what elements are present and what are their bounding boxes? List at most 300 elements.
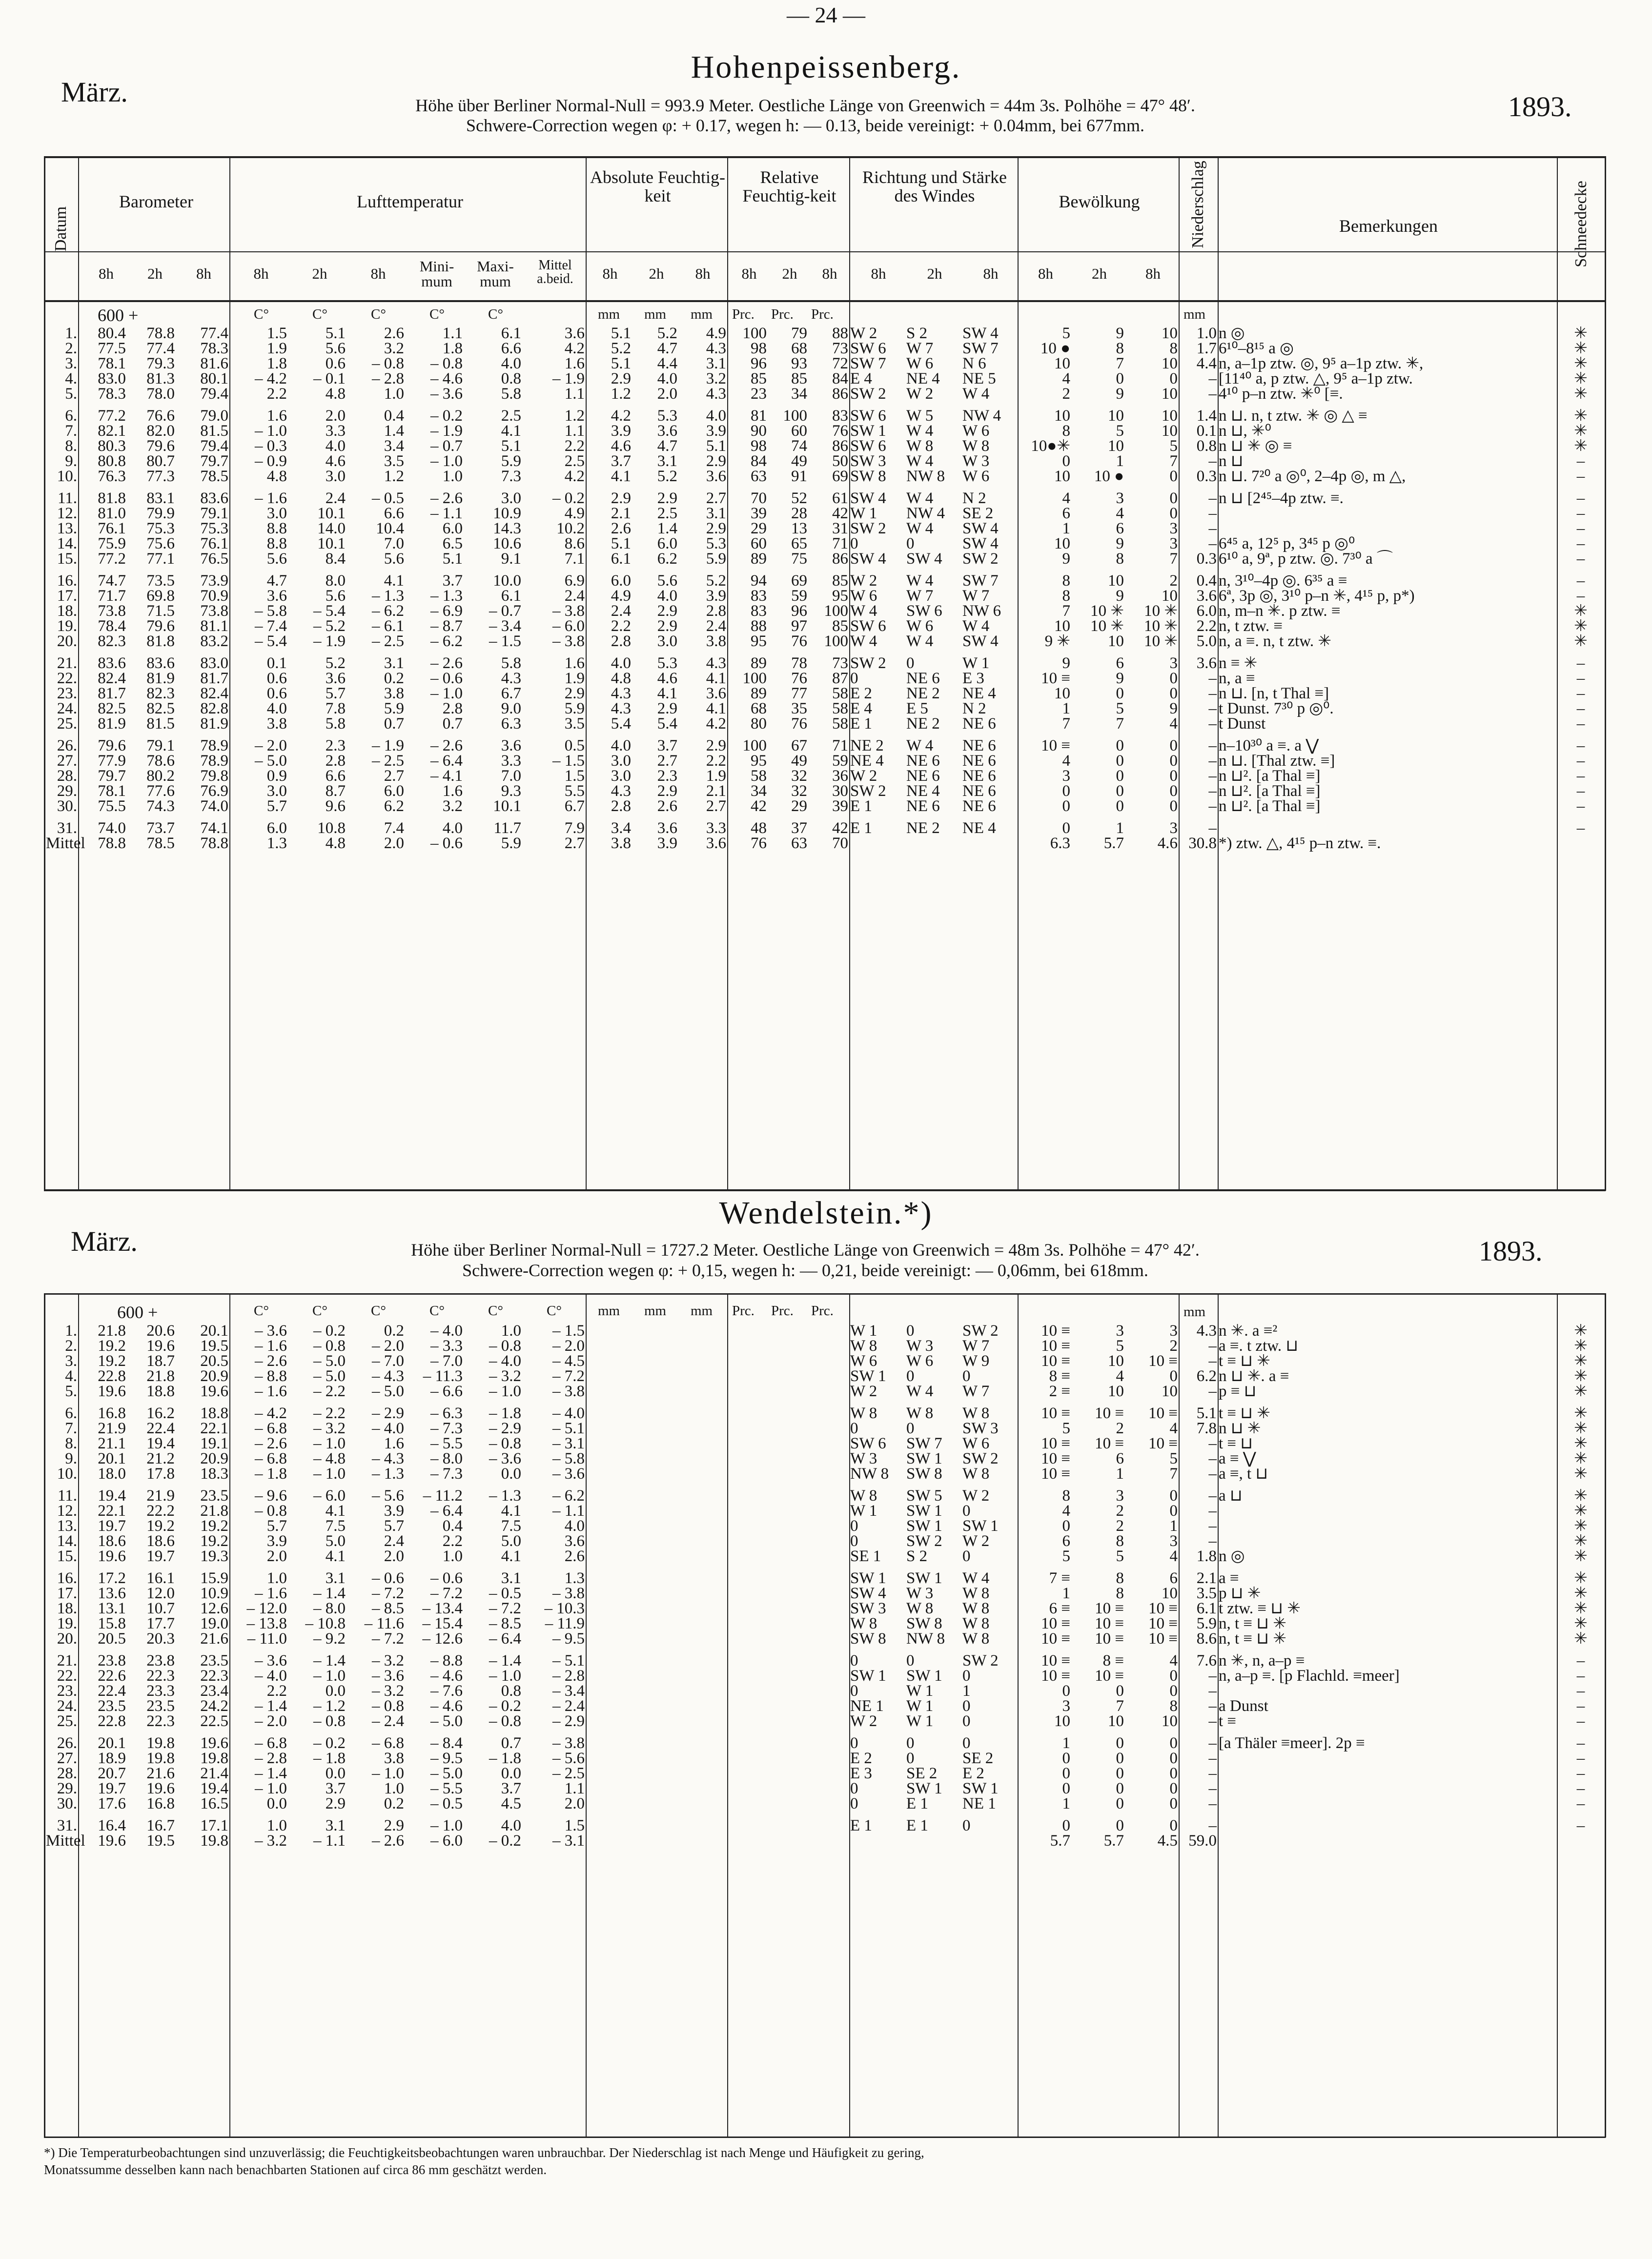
table-cell: 76.1 [98, 520, 126, 537]
table-cell: – [1208, 385, 1217, 403]
table-cell [808, 1384, 849, 1399]
table-cell [632, 1616, 678, 1631]
table-cell: – [1208, 1697, 1217, 1715]
table-cell: 78.3 [98, 385, 126, 403]
table-cell: ✳ [1574, 1630, 1588, 1648]
table-cell: – 2.6 [255, 1435, 287, 1452]
table-cell [768, 1714, 808, 1729]
table-cell: – 0.6 [430, 670, 463, 687]
table-cell: 0 [962, 1817, 971, 1834]
table-cell: 8 ≡ [1102, 1652, 1124, 1669]
table-cell: 6.6 [384, 505, 404, 522]
table-cell: 39 [751, 505, 767, 522]
table-cell: 2.9 [325, 1795, 346, 1812]
table-cell: n, 3¹⁰–4p ◎. 6³⁵ a ≡ [1219, 572, 1347, 590]
table-cell: 83.0 [200, 654, 228, 672]
table-cell: 1.0 [266, 1569, 287, 1587]
table-cell: 3.0 [657, 632, 677, 650]
table-row [45, 1714, 1605, 1729]
table-cell: 3.6 [657, 422, 677, 440]
table-cell [678, 1616, 727, 1631]
table-cell: 77.9 [98, 752, 126, 770]
table-cell: 0.6 [266, 685, 287, 702]
table-cell: 5.2 [657, 468, 677, 485]
header-bottom-rule [44, 300, 1606, 302]
table-cell: 73.8 [98, 602, 126, 620]
table-cell: 4.3 [706, 654, 726, 672]
table-row [45, 769, 1605, 784]
table-cell: 10 [1108, 407, 1124, 425]
table-cell: 21.8 [200, 1502, 228, 1520]
table-cell: 19.5 [200, 1337, 228, 1355]
table-cell: n ◎ [1219, 325, 1245, 342]
table-cell: 3.4 [384, 437, 404, 455]
table-cell: NE 6 [906, 670, 940, 687]
table-cell: 26. [57, 1734, 77, 1752]
table-cell: S 2 [906, 325, 928, 342]
table-cell: 0 [1062, 797, 1070, 815]
table-cell: 15.9 [200, 1569, 228, 1587]
table-cell: 2.3 [325, 737, 346, 754]
table-cell: – [1208, 700, 1217, 717]
table-cell: 96 [791, 602, 807, 620]
table-cell [808, 1631, 849, 1647]
table-cell: 1 [1062, 700, 1070, 717]
table-cell: W 8 [962, 1630, 990, 1648]
table-cell: 14. [57, 1532, 77, 1550]
table-cell [1218, 814, 1557, 836]
table-cell: SW 2 [962, 550, 999, 568]
table-cell [678, 1766, 727, 1781]
table-cell: 48 [751, 819, 767, 837]
table-cell: SW 1 [906, 1667, 942, 1685]
table-cell [961, 1833, 1018, 1849]
table-cell: 0 [1062, 782, 1070, 800]
table-cell: 78.5 [200, 468, 228, 485]
table-cell: 23.8 [98, 1652, 126, 1669]
table-cell: 3.7 [501, 1780, 521, 1797]
table-cell: – 1.5 [552, 752, 585, 770]
table-cell: W 2 [962, 1487, 990, 1505]
table-cell: – 0.5 [372, 489, 404, 507]
table-cell [678, 1564, 727, 1586]
table-cell: – [1576, 752, 1585, 770]
table-cell: 29 [791, 797, 807, 815]
table-cell: W 7 [906, 340, 934, 357]
unit-mm-niederschlag: mm [1183, 306, 1206, 322]
table-cell: – 1.8 [489, 1404, 521, 1422]
sub-temp-mittel: Mittel a.beid. [537, 258, 573, 286]
table-cell: NE 4 [850, 752, 884, 770]
table-cell: 0 [1116, 1765, 1124, 1782]
table-cell [768, 1631, 808, 1647]
table-cell: 3.0 [501, 489, 521, 507]
table-cell: 82.1 [98, 422, 126, 440]
table-cell: 21.8 [146, 1367, 175, 1385]
table-cell: SW 1 [906, 1569, 942, 1587]
table-cell: 74.0 [98, 819, 126, 837]
table-cell: 2.8 [611, 797, 631, 815]
table-cell: 0.0 [501, 1765, 521, 1782]
table-cell: 0.4 [1196, 572, 1217, 590]
table-cell: 8.8 [266, 520, 287, 537]
table-cell: – 12.0 [246, 1600, 287, 1617]
table-cell [808, 1751, 849, 1766]
table-cell: 1.6 [564, 355, 585, 372]
table-cell: 81.9 [146, 670, 175, 687]
table-row [45, 1647, 1605, 1669]
table-cell: 20. [57, 632, 77, 650]
unit-mm: mm [644, 306, 667, 322]
table-cell: SW 1 [906, 1517, 942, 1535]
table-cell: 3.6 [266, 587, 287, 605]
table-cell: 2.2 [564, 437, 585, 455]
table-cell: SW 1 [906, 1780, 942, 1797]
table-cell: – [1576, 1682, 1585, 1700]
table-cell: SW 3 [850, 452, 886, 470]
table-cell: – 8.4 [430, 1734, 463, 1752]
table-cell: SW 1 [850, 422, 886, 440]
table-row [45, 649, 1605, 671]
table-cell: – 2.0 [372, 1337, 404, 1355]
table-cell: 5.1 [611, 535, 631, 552]
header-top-rule [44, 156, 1606, 158]
table-cell: 9. [65, 452, 77, 470]
table-cell: 22.1 [200, 1420, 228, 1437]
table-cell: – [1576, 1817, 1585, 1834]
table-cell: – 2.8 [372, 370, 404, 387]
table-cell: – 5.4 [255, 632, 287, 650]
unit-baro: 600 + [98, 305, 139, 325]
table-cell: 10 ≡ [1041, 1652, 1070, 1669]
table-cell: 7 [1062, 602, 1070, 620]
table-cell: 10 ≡ [1041, 1667, 1070, 1685]
table-cell: 13.1 [98, 1600, 126, 1617]
table-cell: 18. [57, 1600, 77, 1617]
table-cell: 6. [65, 1404, 77, 1422]
table-cell: – [1208, 1502, 1217, 1520]
table-cell: – 2.8 [552, 1667, 585, 1685]
table-cell: 0.5 [564, 737, 585, 754]
table-cell: – 0.8 [313, 1337, 346, 1355]
table-cell: 7. [65, 422, 77, 440]
sub-abs-8h-evening: 8h [695, 265, 711, 282]
table-cell: W 4 [906, 422, 934, 440]
table-cell: 4.3 [611, 685, 631, 702]
table-cell: 3.4 [611, 819, 631, 837]
table-row [45, 326, 1605, 341]
table-cell: – 5.2 [313, 617, 346, 635]
table-cell: 100 [742, 737, 767, 754]
table-cell [961, 836, 1018, 851]
table-cell: 79.7 [98, 767, 126, 785]
table-cell: 7.5 [325, 1517, 346, 1535]
header-relative-feuchtigkeit: Relative Feuchtig-keit [742, 167, 836, 205]
table-cell: 1 [1116, 819, 1124, 837]
table-cell: 0 [962, 1697, 971, 1715]
table-cell: 0 [962, 1367, 971, 1385]
table-cell: 1 [1062, 1734, 1070, 1752]
table-cell [632, 1436, 678, 1451]
table-cell: 3.3 [325, 422, 346, 440]
table-cell [586, 1534, 632, 1549]
table-cell [632, 1699, 678, 1714]
table-cell: SW 4 [850, 550, 886, 568]
table-cell: – 2.2 [313, 1404, 346, 1422]
table-cell: 2 [1169, 572, 1178, 590]
table-cell: 8. [65, 437, 77, 455]
table-cell [1218, 1811, 1557, 1833]
table-cell: 5.3 [657, 407, 677, 425]
table-cell: 20.1 [98, 1734, 126, 1752]
table-cell: 1.8 [266, 355, 287, 372]
table-cell: E 3 [962, 670, 984, 687]
table-cell: ✳ [1574, 355, 1588, 372]
table-cell: 10 [1054, 535, 1070, 552]
table-cell: SW 8 [906, 1615, 942, 1632]
table-cell [768, 1436, 808, 1451]
table-cell: 5.9 [564, 700, 585, 717]
table-cell: – [1576, 685, 1585, 702]
table-cell [586, 1564, 632, 1586]
table-cell: SW 6 [906, 602, 942, 620]
table-cell: 58 [751, 767, 767, 785]
table-cell: 5.1 [611, 355, 631, 372]
table-cell: 10 ≡ [1148, 1615, 1178, 1632]
table-cell: – 1.1 [552, 1502, 585, 1520]
table-cell: 32 [791, 767, 807, 785]
table-cell: 4.4 [1196, 355, 1217, 372]
table-cell: – 3.6 [430, 385, 463, 403]
table-cell: n, a ≡ [1219, 670, 1255, 687]
table-cell: 10 [1162, 325, 1178, 342]
table-cell: W 1 [906, 1697, 934, 1715]
table-cell: – 2.6 [372, 1832, 404, 1850]
table-cell: SW 7 [850, 355, 886, 372]
table-cell: 58 [832, 715, 848, 733]
table-cell: W 3 [962, 452, 990, 470]
unit-mm: mm [598, 1303, 620, 1319]
table-cell: 9 [1062, 550, 1070, 568]
table-cell: 86 [832, 437, 848, 455]
table-cell: 10. [57, 1465, 77, 1483]
table-cell: 0 [1062, 452, 1070, 470]
table-cell: 5.7 [266, 1517, 287, 1535]
table-cell: 23 [751, 385, 767, 403]
table-cell: 10 ≡ [1095, 1630, 1124, 1648]
table-row [45, 469, 1605, 484]
table-cell: 4.0 [706, 407, 726, 425]
unit-celsius: C° [371, 1303, 386, 1319]
table-cell: 6.2 [1196, 1367, 1217, 1385]
table-cell: – 10.8 [305, 1615, 346, 1632]
table-cell: 1.8 [442, 340, 463, 357]
table-cell: 0 [1169, 468, 1178, 485]
table-cell: 63 [791, 834, 807, 852]
table-cell [632, 1781, 678, 1796]
table-cell [768, 1766, 808, 1781]
table-cell: n ⊔². [a Thal ≡] [1219, 782, 1321, 800]
table-cell [727, 1421, 768, 1436]
table-cell: – 3.3 [430, 1337, 463, 1355]
table-cell: SW 2 [850, 654, 886, 672]
table-cell: NE 2 [850, 737, 884, 754]
table-cell: 73 [832, 654, 848, 672]
table-cell: 2.7 [564, 834, 585, 852]
table-cell: 3.6 [564, 325, 585, 342]
station-meta-line2-wendelstein: Schwere-Correction wegen φ: + 0,15, wegen h: — 0,21, beide vereinigt: — 0,06mm, bei 618mm. [462, 1261, 1148, 1280]
table-cell: 87 [832, 670, 848, 687]
table-cell: – 4.3 [372, 1367, 404, 1385]
table-cell: 10 ≡ [1041, 1404, 1070, 1422]
table-cell [768, 1833, 808, 1849]
table-cell: 78.1 [98, 782, 126, 800]
table-cell: 4.0 [657, 370, 677, 387]
table-cell: 10 ≡ [1041, 1352, 1070, 1370]
table-cell [768, 1601, 808, 1616]
sub-temp-max: Maxi-mum [477, 258, 514, 290]
table-cell: – [1208, 737, 1217, 754]
table-row [45, 506, 1605, 521]
table-cell [678, 1354, 727, 1369]
table-cell [678, 1751, 727, 1766]
table-cell: 0 [850, 1532, 858, 1550]
table-cell: 0 [1169, 1682, 1178, 1700]
table-cell: 6.3 [501, 715, 521, 733]
table-cell [632, 1833, 678, 1849]
table-cell: 3.1 [706, 355, 726, 372]
table-cell [632, 1519, 678, 1534]
table-cell: 1.2 [611, 385, 631, 403]
table-cell: 1 [1062, 520, 1070, 537]
table-cell: 77.4 [200, 325, 228, 342]
table-cell: 6.0 [1196, 602, 1217, 620]
table-cell: 2.1 [611, 505, 631, 522]
table-cell: 83.2 [200, 632, 228, 650]
table-cell: n, a ≡. n, t ztw. ✳ [1219, 632, 1332, 650]
table-cell: 3 [1169, 654, 1178, 672]
table-cell [727, 1466, 768, 1482]
unit-mm: mm [644, 1303, 667, 1319]
table-cell: 9 [1116, 385, 1124, 403]
table-cell [586, 1631, 632, 1647]
table-cell: 20.5 [200, 1352, 228, 1370]
table-cell: 1.0 [442, 468, 463, 485]
table-cell: ✳ [1574, 1337, 1588, 1355]
table-cell [808, 1616, 849, 1631]
table-cell: 83.1 [146, 489, 175, 507]
table-cell: 76 [832, 422, 848, 440]
table-cell: – 6.0 [552, 617, 585, 635]
table-row [45, 1699, 1605, 1714]
table-cell: 76.5 [200, 550, 228, 568]
table-row [45, 1684, 1605, 1699]
table-cell: – [1208, 782, 1217, 800]
table-cell: 6.1 [501, 325, 521, 342]
table-cell: E 2 [850, 1750, 872, 1767]
table-cell: 78 [791, 654, 807, 672]
table-cell: 6⁴⁵ a, 12⁵ p, 3⁴⁵ p ◎⁰ [1219, 535, 1355, 552]
table-cell: W 6 [906, 355, 934, 372]
table-cell: 0 [1169, 505, 1178, 522]
table-cell: 4.2 [611, 407, 631, 425]
table-cell [768, 1729, 808, 1751]
table-cell: 19.6 [98, 1383, 126, 1400]
table-cell [768, 1616, 808, 1631]
table-cell [768, 1647, 808, 1669]
table-cell: – 7.6 [430, 1682, 463, 1700]
table-cell [768, 1564, 808, 1586]
table-cell: 0 [850, 1734, 858, 1752]
table-cell: 10 [1162, 1383, 1178, 1400]
table-cell: 0 [1169, 370, 1178, 387]
table-cell: 5.6 [266, 550, 287, 568]
table-cell: 6 [1116, 654, 1124, 672]
table-cell: 4 [1116, 1367, 1124, 1385]
table-row [45, 521, 1605, 536]
table-cell: – 1.0 [489, 1667, 521, 1685]
table-cell [632, 1601, 678, 1616]
table-cell: W 8 [962, 1465, 990, 1483]
table-cell: 5.6 [325, 587, 346, 605]
table-cell: n ⊔². [a Thal ≡] [1219, 767, 1321, 785]
table-cell [586, 1781, 632, 1796]
table-cell: 7.5 [501, 1517, 521, 1535]
table-cell: ✳ [1574, 370, 1588, 387]
table-cell: ✳ [1574, 1465, 1588, 1483]
table-cell [808, 1436, 849, 1451]
table-cell: NE 4 [962, 819, 996, 837]
station-title-hohenpeissenberg: Hohenpeissenberg. [691, 49, 961, 85]
table-row [45, 387, 1605, 402]
table-cell: 0 [850, 1652, 858, 1669]
table-cell: 7.0 [501, 767, 521, 785]
table-cell: NE 6 [906, 797, 940, 815]
table-cell: W 4 [906, 572, 934, 590]
table-cell [808, 1504, 849, 1519]
table-cell: 1.0 [266, 1817, 287, 1834]
table-cell: – 2.8 [255, 1750, 287, 1767]
table-cell: – 6.8 [255, 1450, 287, 1467]
table-cell [768, 1421, 808, 1436]
table-cell [727, 1714, 768, 1729]
table-cell: 1.9 [564, 670, 585, 687]
table-cell: *) ztw. △, 4¹⁵ p–n ztw. ≡. [1219, 834, 1381, 852]
table-row [45, 1534, 1605, 1549]
table-cell: SW 2 [962, 1322, 999, 1340]
table-cell [1218, 1504, 1557, 1519]
table-cell: – [1208, 1817, 1217, 1834]
table-cell: E 1 [906, 1795, 928, 1812]
table-cell: 81.7 [98, 685, 126, 702]
table-cell: 1.1 [564, 1780, 585, 1797]
table-cell: 10 ✳ [1090, 617, 1124, 635]
table-cell: 3 [1116, 1487, 1124, 1505]
table-cell [1557, 836, 1605, 851]
table-cell: 76 [791, 632, 807, 650]
table-cell: – [1208, 767, 1217, 785]
table-cell [727, 1631, 768, 1647]
table-cell: 23. [57, 685, 77, 702]
table-cell: 3.7 [657, 737, 677, 754]
table-cell: 8 [1116, 1569, 1124, 1587]
table-cell: – [1576, 1765, 1585, 1782]
table-cell: 3.1 [384, 654, 404, 672]
table-cell: 79.4 [200, 385, 228, 403]
table-cell: SW 1 [850, 1569, 886, 1587]
table-cell: 0.3 [1196, 550, 1217, 568]
table-cell: 39 [832, 797, 848, 815]
